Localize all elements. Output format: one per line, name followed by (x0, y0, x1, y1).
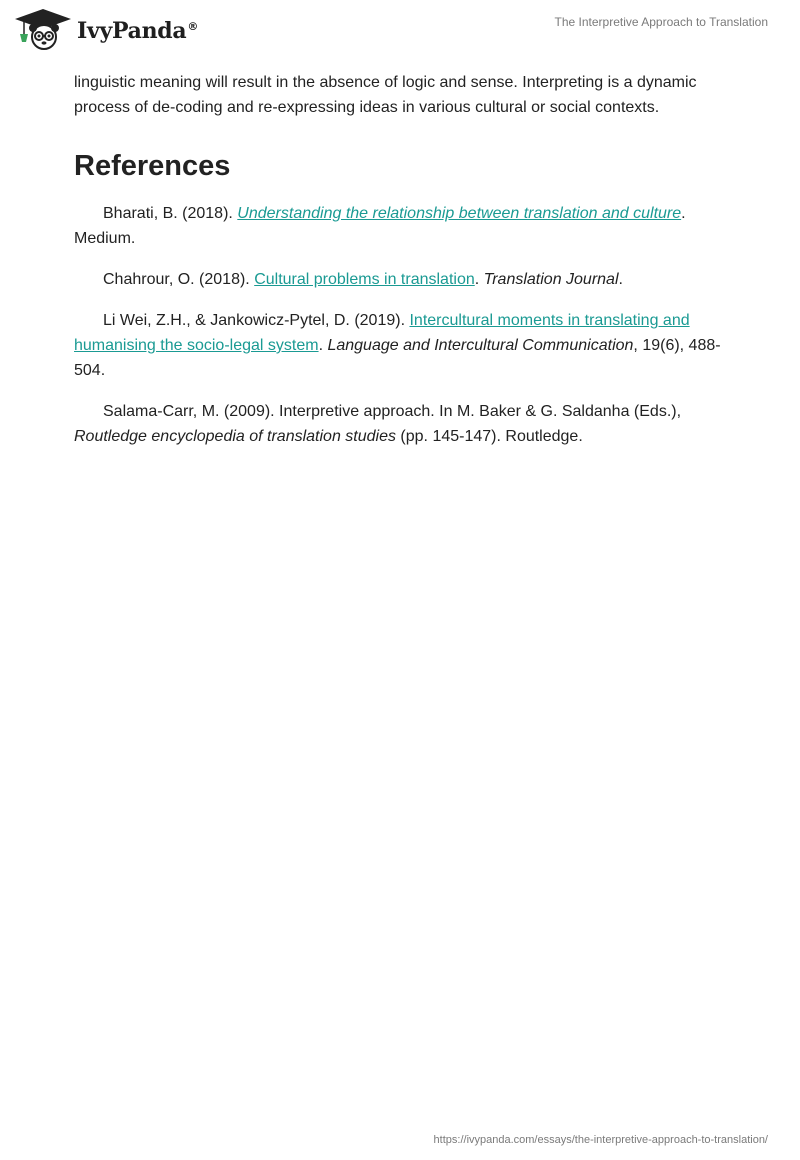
page-header (0, 0, 800, 64)
references-heading: References (74, 150, 231, 182)
reference-link[interactable]: Understanding the relationship between translation and culture (237, 205, 682, 222)
document-title: The Interpretive Approach to Translation (554, 15, 768, 29)
reference-item: Salama-Carr, M. (2009). Interpretive approach. In M. Baker & G. Saldanha (Eds.), Routledge encyclopedia of translation studies (pp. 145-147). Routledge. (74, 403, 682, 445)
reference-item: Bharati, B. (2018). Understanding the relationship between translation and culture. Medium. (74, 205, 686, 247)
reference-link[interactable]: Cultural problems in translation (254, 271, 475, 288)
brand-name: IvyPanda® (77, 18, 199, 44)
document-body (74, 70, 734, 465)
reference-link[interactable]: Intercultural moments in translating and humanising the socio-legal system (74, 312, 690, 354)
intro-paragraph: linguistic meaning will result in the absence of logic and sense. Interpreting is a dynamic process of de-coding and re-expressing ideas in various cultural or social contexts. (74, 74, 697, 116)
reference-item: Chahrour, O. (2018). Cultural problems in translation. Translation Journal. (103, 271, 623, 288)
reference-item: Li Wei, Z.H., & Jankowicz-Pytel, D. (2019). Intercultural moments in translating and humanising the socio-legal system. Language and Intercultural Communication, 19(6), 488-504. (74, 312, 721, 379)
brand-logo[interactable] (14, 8, 198, 50)
panda-graduate-icon (14, 8, 72, 50)
page-url: https://ivypanda.com/essays/the-interpretive-approach-to-translation/ (433, 1134, 768, 1146)
